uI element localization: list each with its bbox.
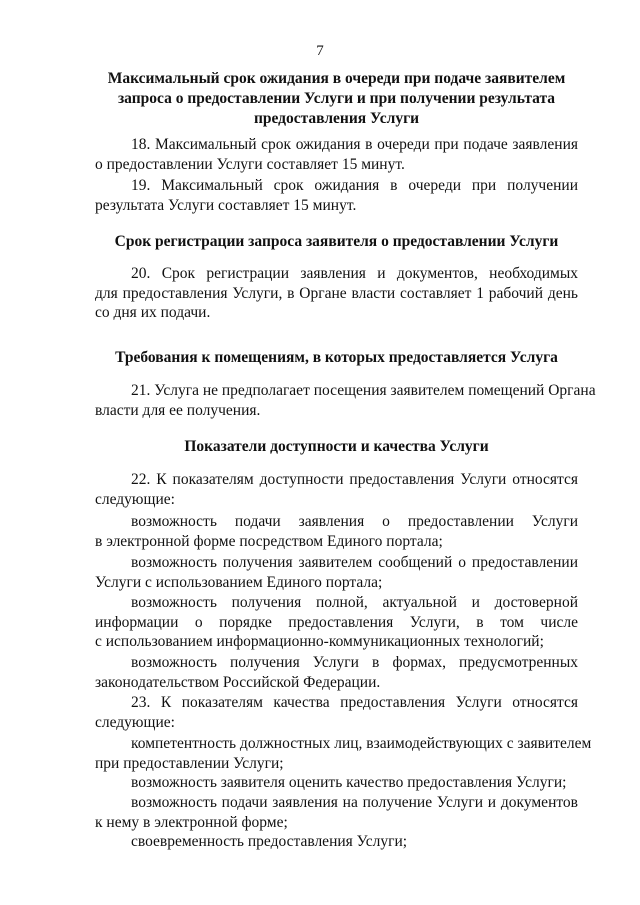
list-item-22-4 [95,653,578,692]
list-item-line: возможность получения Услуги в формах, предусмотренных [131,654,578,671]
paragraph-line: власти для ее получения. [95,401,261,419]
list-item-23-1 [95,734,592,773]
list-item-line: к нему в электронной форме; [95,813,288,831]
list-item-line: при предоставлении Услуги; [95,754,284,772]
list-item-23-2 [95,773,578,793]
list-item-line: в электронной форме посредством Единого портала; [95,532,443,550]
list-item-line: возможность заявителя оценить качество предоставления Услуги; [131,774,567,791]
list-item-line: возможность получения полной, актуальной и достоверной [131,594,578,611]
heading-line: предоставления Услуги [253,110,420,127]
paragraph-line: для предоставления Услуги, в Органе власти составляет 1 рабочий день [95,284,578,302]
paragraph-line: 19. Максимальный срок ожидания в очереди при получении [131,177,578,194]
list-item-line: возможность подачи заявления о предоставлении Услуги [131,513,578,530]
paragraph-line: следующие: [95,490,175,508]
section-heading-max-wait-time [95,69,578,129]
page-number: 7 [316,43,324,59]
paragraph-line: со дня их подачи. [95,304,211,321]
paragraph-line: 22. К показателям доступности предоставления Услуги относятся [131,471,578,488]
paragraph-20 [95,264,578,323]
list-item-line: информации о порядке предоставления Услуги, в том числе [95,613,578,631]
heading-line: запроса о предоставлении Услуги и при получении результата [117,90,556,107]
list-item-line: компетентность должностных лиц, взаимодействующих с заявителем [131,735,592,752]
list-item-line: с использованием информационно-коммуникационных технологий; [95,633,544,650]
paragraph-19 [95,176,578,215]
paragraph-line: следующие: [95,713,175,731]
paragraph-line: результата Услуги составляет 15 минут. [95,196,357,214]
paragraph-21 [95,381,596,420]
paragraph-line: 18. Максимальный срок ожидания в очереди при подаче заявления [131,136,578,153]
section-heading-registration-term: Срок регистрации запроса заявителя о предоставлении Услуги [114,233,559,250]
section-heading-accessibility-quality: Показатели доступности и качества Услуги [184,438,489,455]
paragraph-line: 20. Срок регистрации заявления и документов, необходимых [131,265,578,282]
list-item-line: своевременность предоставления Услуги; [131,833,408,850]
paragraph-line: 23. К показателям качества предоставления Услуги относятся [131,694,578,711]
paragraph-line: 21. Услуга не предполагает посещения заявителем помещений Органа [131,382,596,399]
list-item-line: возможность подачи заявления на получение Услуги и документов [131,794,578,811]
paragraph-line: о предоставлении Услуги составляет 15 минут. [95,155,405,173]
list-item-22-1 [95,512,578,551]
list-item-23-4 [95,832,578,852]
section-heading-premises-requirements: Требования к помещениям, в которых предоставляется Услуга [115,349,558,366]
paragraph-18 [95,135,578,174]
list-item-line: законодательством Российской Федерации. [95,673,381,691]
list-item-23-3 [95,793,578,832]
paragraph-23 [95,693,578,732]
list-item-line: возможность получения заявителем сообщений о предоставлении [131,554,578,571]
list-item-22-2 [95,553,578,592]
paragraph-22 [95,470,578,509]
heading-line: Максимальный срок ожидания в очереди при подаче заявителем [107,70,566,87]
list-item-line: Услуги с использованием Единого портала; [95,573,383,591]
list-item-22-3 [95,593,578,652]
